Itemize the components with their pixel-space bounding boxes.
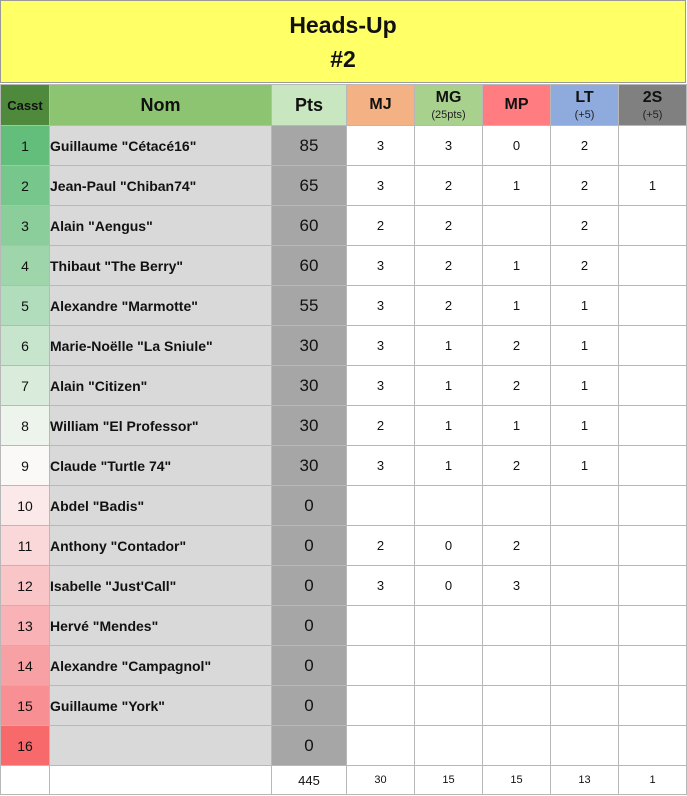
points-cell[interactable]: 85 — [272, 126, 347, 166]
s2-cell[interactable] — [619, 246, 687, 286]
mg-cell[interactable] — [415, 686, 483, 726]
mj-cell[interactable] — [347, 486, 415, 526]
mg-cell[interactable]: 1 — [415, 406, 483, 446]
lt-cell[interactable]: 2 — [551, 166, 619, 206]
header-mp[interactable]: MP — [483, 85, 551, 126]
mp-cell[interactable]: 0 — [483, 126, 551, 166]
lt-cell[interactable] — [551, 646, 619, 686]
s2-cell[interactable] — [619, 126, 687, 166]
lt-cell[interactable]: 2 — [551, 206, 619, 246]
rank-cell[interactable]: 2 — [1, 166, 50, 206]
s2-cell[interactable] — [619, 326, 687, 366]
mg-cell[interactable]: 2 — [415, 166, 483, 206]
header-2s-label: 2S — [642, 89, 663, 106]
mp-cell[interactable]: 1 — [483, 246, 551, 286]
rank-cell[interactable]: 11 — [1, 526, 50, 566]
points-cell[interactable]: 30 — [272, 326, 347, 366]
mg-cell[interactable]: 2 — [415, 286, 483, 326]
mg-cell[interactable] — [415, 726, 483, 766]
header-rank[interactable]: Casst — [1, 85, 50, 126]
header-lt-label: LT — [575, 89, 594, 106]
title-block[interactable] — [0, 0, 686, 83]
player-name-cell[interactable]: Marie-Noëlle "La Sniule" — [50, 326, 272, 366]
mj-cell[interactable]: 3 — [347, 166, 415, 206]
table-row — [1, 566, 687, 606]
points-cell[interactable]: 0 — [272, 606, 347, 646]
points-cell[interactable]: 65 — [272, 166, 347, 206]
total-mg-cell[interactable]: 15 — [415, 766, 483, 795]
mj-cell[interactable]: 2 — [347, 526, 415, 566]
mg-cell[interactable]: 3 — [415, 126, 483, 166]
mp-cell[interactable]: 2 — [483, 326, 551, 366]
mg-cell[interactable]: 0 — [415, 566, 483, 606]
total-2s-cell[interactable]: 1 — [619, 766, 687, 795]
table-row — [1, 686, 687, 726]
mj-cell[interactable]: 3 — [347, 286, 415, 326]
s2-cell[interactable]: 1 — [619, 166, 687, 206]
player-name-cell[interactable]: Isabelle "Just'Call" — [50, 566, 272, 606]
total-lt-cell[interactable]: 13 — [551, 766, 619, 795]
mj-cell[interactable] — [347, 726, 415, 766]
points-cell[interactable]: 0 — [272, 526, 347, 566]
rank-cell[interactable]: 10 — [1, 486, 50, 526]
player-name-cell[interactable]: Anthony "Contador" — [50, 526, 272, 566]
mp-cell[interactable]: 2 — [483, 366, 551, 406]
rank-cell[interactable]: 13 — [1, 606, 50, 646]
mg-cell[interactable]: 2 — [415, 246, 483, 286]
table-row — [1, 726, 687, 766]
player-name-cell[interactable]: William "El Professor" — [50, 406, 272, 446]
lt-cell[interactable]: 1 — [551, 326, 619, 366]
points-cell[interactable]: 30 — [272, 366, 347, 406]
mj-cell[interactable] — [347, 646, 415, 686]
player-name-cell[interactable]: Hervé "Mendes" — [50, 606, 272, 646]
s2-cell[interactable] — [619, 406, 687, 446]
table-row — [1, 166, 687, 206]
lt-cell[interactable] — [551, 566, 619, 606]
points-cell[interactable]: 30 — [272, 406, 347, 446]
mp-cell[interactable] — [483, 686, 551, 726]
lt-cell[interactable] — [551, 686, 619, 726]
mg-cell[interactable] — [415, 486, 483, 526]
total-pts-cell[interactable]: 445 — [272, 766, 347, 795]
rank-cell[interactable]: 16 — [1, 726, 50, 766]
lt-cell[interactable]: 1 — [551, 406, 619, 446]
header-row — [1, 85, 687, 126]
header-mg[interactable] — [415, 85, 483, 126]
points-cell[interactable]: 60 — [272, 246, 347, 286]
rank-cell[interactable]: 5 — [1, 286, 50, 326]
mg-cell[interactable]: 1 — [415, 326, 483, 366]
mj-cell[interactable]: 3 — [347, 326, 415, 366]
mg-cell[interactable]: 2 — [415, 206, 483, 246]
s2-cell[interactable] — [619, 726, 687, 766]
s2-cell[interactable] — [619, 206, 687, 246]
title-line-1: Heads-Up — [289, 11, 397, 38]
ranking-table — [0, 84, 687, 795]
mj-cell[interactable]: 2 — [347, 406, 415, 446]
player-name-cell[interactable]: Thibaut "The Berry" — [50, 246, 272, 286]
header-lt[interactable] — [551, 85, 619, 126]
points-cell[interactable]: 0 — [272, 646, 347, 686]
player-name-cell[interactable]: Abdel "Badis" — [50, 486, 272, 526]
header-2s[interactable] — [619, 85, 687, 126]
rank-cell[interactable]: 9 — [1, 446, 50, 486]
mp-cell[interactable]: 2 — [483, 526, 551, 566]
total-mj-cell[interactable]: 30 — [347, 766, 415, 795]
player-name-cell[interactable]: Guillaume "Cétacé16" — [50, 126, 272, 166]
rank-cell[interactable]: 8 — [1, 406, 50, 446]
mj-cell[interactable]: 3 — [347, 126, 415, 166]
s2-cell[interactable] — [619, 606, 687, 646]
table-row — [1, 486, 687, 526]
mp-cell[interactable] — [483, 726, 551, 766]
s2-cell[interactable] — [619, 646, 687, 686]
mp-cell[interactable]: 1 — [483, 286, 551, 326]
header-pts[interactable]: Pts — [272, 85, 347, 126]
rank-cell[interactable]: 1 — [1, 126, 50, 166]
header-name[interactable]: Nom — [50, 85, 272, 126]
lt-cell[interactable] — [551, 606, 619, 646]
table-row — [1, 406, 687, 446]
mg-cell[interactable] — [415, 646, 483, 686]
rank-cell[interactable]: 3 — [1, 206, 50, 246]
lt-cell[interactable] — [551, 486, 619, 526]
points-cell[interactable]: 60 — [272, 206, 347, 246]
table-row — [1, 646, 687, 686]
player-name-cell[interactable]: Claude "Turtle 74" — [50, 446, 272, 486]
s2-cell[interactable] — [619, 566, 687, 606]
rank-cell[interactable]: 15 — [1, 686, 50, 726]
mj-cell[interactable] — [347, 686, 415, 726]
mg-cell[interactable]: 0 — [415, 526, 483, 566]
mp-cell[interactable]: 1 — [483, 166, 551, 206]
player-name-cell[interactable]: Alexandre "Campagnol" — [50, 646, 272, 686]
player-name-cell[interactable]: Guillaume "York" — [50, 686, 272, 726]
total-name-cell[interactable] — [50, 766, 272, 795]
mj-cell[interactable]: 3 — [347, 246, 415, 286]
s2-cell[interactable] — [619, 446, 687, 486]
mj-cell[interactable]: 3 — [347, 566, 415, 606]
mp-cell[interactable] — [483, 606, 551, 646]
mj-cell[interactable]: 3 — [347, 446, 415, 486]
player-name-cell[interactable]: Alexandre "Marmotte" — [50, 286, 272, 326]
rank-cell[interactable]: 6 — [1, 326, 50, 366]
total-mp-cell[interactable]: 15 — [483, 766, 551, 795]
lt-cell[interactable] — [551, 726, 619, 766]
s2-cell[interactable] — [619, 686, 687, 726]
table-row — [1, 526, 687, 566]
table-row — [1, 286, 687, 326]
player-name-cell[interactable]: Alain "Citizen" — [50, 366, 272, 406]
table-row — [1, 366, 687, 406]
mg-cell[interactable] — [415, 606, 483, 646]
s2-cell[interactable] — [619, 526, 687, 566]
total-rank-cell[interactable] — [1, 766, 50, 795]
table-row — [1, 606, 687, 646]
mj-cell[interactable]: 2 — [347, 206, 415, 246]
mp-cell[interactable] — [483, 206, 551, 246]
table-row — [1, 246, 687, 286]
mj-cell[interactable] — [347, 606, 415, 646]
points-cell[interactable]: 30 — [272, 446, 347, 486]
header-mg-label: MG — [435, 89, 462, 106]
rank-cell[interactable]: 14 — [1, 646, 50, 686]
mg-cell[interactable]: 1 — [415, 446, 483, 486]
header-mg-sub: (25pts) — [431, 109, 466, 121]
player-name-cell[interactable]: Jean-Paul "Chiban74" — [50, 166, 272, 206]
mj-cell[interactable]: 3 — [347, 366, 415, 406]
mp-cell[interactable]: 2 — [483, 446, 551, 486]
lt-cell[interactable] — [551, 526, 619, 566]
lt-cell[interactable]: 1 — [551, 366, 619, 406]
totals-row — [1, 766, 687, 795]
s2-cell[interactable] — [619, 486, 687, 526]
points-cell[interactable]: 0 — [272, 486, 347, 526]
rank-cell[interactable]: 4 — [1, 246, 50, 286]
table-row — [1, 326, 687, 366]
lt-cell[interactable]: 1 — [551, 446, 619, 486]
header-lt-sub: (+5) — [574, 109, 595, 121]
points-cell[interactable]: 0 — [272, 726, 347, 766]
points-cell[interactable]: 55 — [272, 286, 347, 326]
mg-cell[interactable]: 1 — [415, 366, 483, 406]
mp-cell[interactable] — [483, 646, 551, 686]
player-name-cell[interactable]: Alain "Aengus" — [50, 206, 272, 246]
table-row — [1, 446, 687, 486]
table-row — [1, 126, 687, 166]
table-row — [1, 206, 687, 246]
s2-cell[interactable] — [619, 366, 687, 406]
mp-cell[interactable]: 3 — [483, 566, 551, 606]
mp-cell[interactable]: 1 — [483, 406, 551, 446]
points-cell[interactable]: 0 — [272, 686, 347, 726]
s2-cell[interactable] — [619, 286, 687, 326]
points-cell[interactable]: 0 — [272, 566, 347, 606]
rank-cell[interactable]: 12 — [1, 566, 50, 606]
table-body — [1, 126, 687, 766]
rank-cell[interactable]: 7 — [1, 366, 50, 406]
lt-cell[interactable]: 2 — [551, 126, 619, 166]
lt-cell[interactable]: 2 — [551, 246, 619, 286]
header-2s-sub: (+5) — [642, 109, 663, 121]
header-mj[interactable]: MJ — [347, 85, 415, 126]
mp-cell[interactable] — [483, 486, 551, 526]
player-name-cell[interactable] — [50, 726, 272, 766]
title-line-2: #2 — [330, 45, 356, 72]
lt-cell[interactable]: 1 — [551, 286, 619, 326]
